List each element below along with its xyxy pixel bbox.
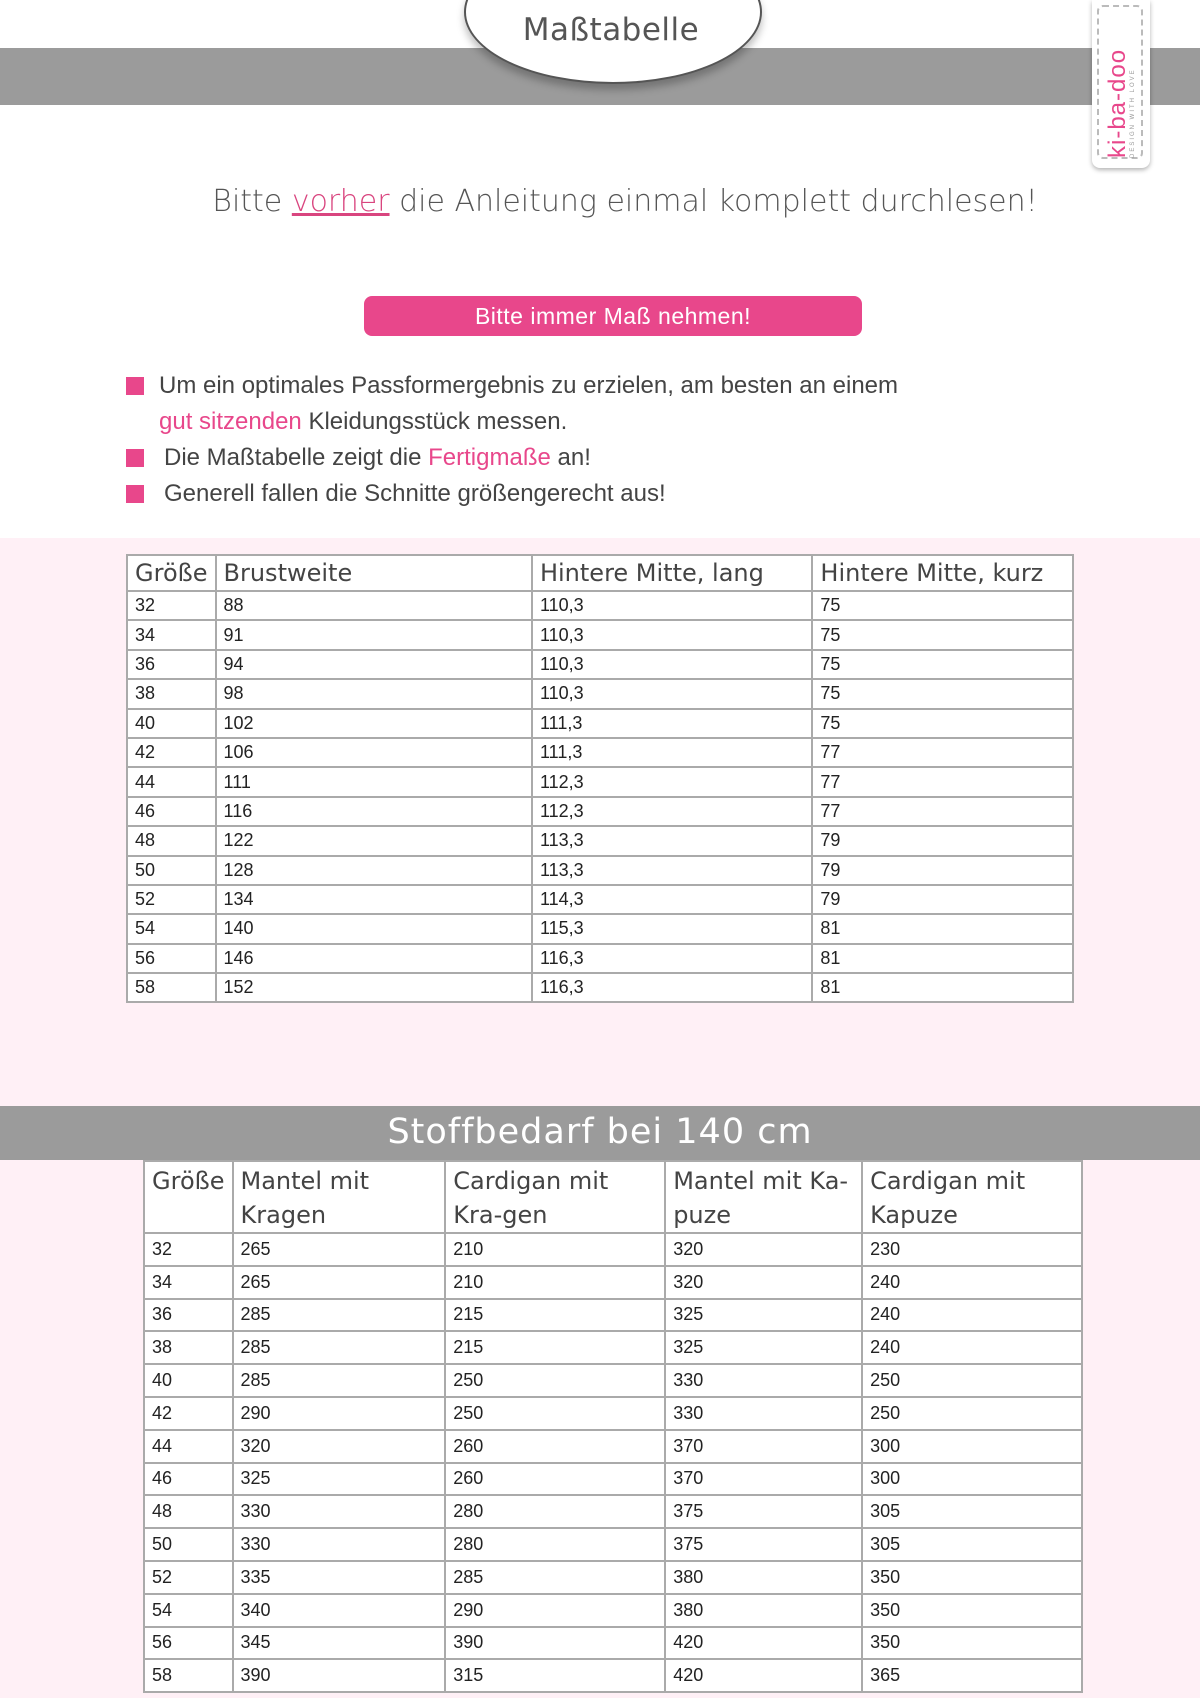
table-cell: 32 <box>144 1233 233 1266</box>
table-row <box>127 914 1073 943</box>
table-cell: 42 <box>144 1397 233 1430</box>
table-cell: 134 <box>216 885 532 914</box>
table-cell: 350 <box>862 1627 1082 1660</box>
table-cell: 280 <box>445 1495 665 1528</box>
column-header: Brustweite <box>216 555 532 591</box>
measure-banner: Bitte immer Maß nehmen! <box>364 296 862 336</box>
table-cell: 390 <box>445 1627 665 1660</box>
table-row <box>127 620 1073 649</box>
table-cell: 58 <box>127 973 216 1002</box>
bullet-highlight: gut sitzenden <box>159 408 302 435</box>
bullet-square-icon <box>126 449 144 467</box>
table-row <box>144 1528 1082 1561</box>
table-row <box>144 1331 1082 1364</box>
table-cell: 315 <box>445 1659 665 1692</box>
bullet-text: Kleidungsstück messen. <box>301 408 568 435</box>
table-row <box>127 767 1073 796</box>
column-header: Mantel mit Kragen <box>233 1161 446 1233</box>
table-cell: 32 <box>127 591 216 620</box>
table-cell: 110,3 <box>532 679 812 708</box>
table-cell: 420 <box>665 1627 862 1660</box>
table-cell: 320 <box>665 1233 862 1266</box>
fabric-section-title: Stoffbedarf bei 140 cm <box>387 1112 813 1152</box>
table-row <box>144 1594 1082 1627</box>
table-cell: 285 <box>445 1561 665 1594</box>
table-cell: 250 <box>445 1397 665 1430</box>
table-cell: 290 <box>445 1594 665 1627</box>
table-cell: 350 <box>862 1561 1082 1594</box>
table-row <box>144 1397 1082 1430</box>
table-cell: 54 <box>144 1594 233 1627</box>
table-cell: 48 <box>144 1495 233 1528</box>
table-cell: 110,3 <box>532 650 812 679</box>
table-cell: 110,3 <box>532 591 812 620</box>
table-cell: 305 <box>862 1528 1082 1561</box>
notice-before: Bitte <box>212 184 283 219</box>
table-cell: 36 <box>144 1299 233 1332</box>
list-item <box>126 476 1086 512</box>
table-row <box>127 885 1073 914</box>
table-cell: 285 <box>233 1364 446 1397</box>
table-cell: 250 <box>862 1397 1082 1430</box>
table-cell: 116,3 <box>532 973 812 1002</box>
table-cell: 375 <box>665 1528 862 1561</box>
table-cell: 265 <box>233 1266 446 1299</box>
logo-tagline: DESIGN WITH LOVE <box>1130 68 1136 158</box>
table-cell: 340 <box>233 1594 446 1627</box>
table-cell: 215 <box>445 1299 665 1332</box>
table-cell: 115,3 <box>532 914 812 943</box>
table-row <box>144 1266 1082 1299</box>
table-row <box>144 1364 1082 1397</box>
tips-list <box>126 368 1086 512</box>
table-cell: 81 <box>812 914 1073 943</box>
table-cell: 40 <box>144 1364 233 1397</box>
table-cell: 215 <box>445 1331 665 1364</box>
table-cell: 77 <box>812 738 1073 767</box>
column-header: Cardigan mit Kra-gen <box>445 1161 665 1233</box>
table-cell: 58 <box>144 1659 233 1692</box>
table-cell: 380 <box>665 1561 862 1594</box>
table-cell: 34 <box>127 620 216 649</box>
table-cell: 116 <box>216 797 532 826</box>
table-cell: 75 <box>812 679 1073 708</box>
table-cell: 305 <box>862 1495 1082 1528</box>
bullet-square-icon <box>126 485 144 503</box>
table-row <box>144 1463 1082 1496</box>
table-cell: 44 <box>144 1430 233 1463</box>
bullet-text: Die Maßtabelle zeigt die <box>164 444 429 471</box>
notice-after: die Anleitung einmal komplett durchlesen! <box>399 184 1038 219</box>
table-header-row <box>144 1161 1082 1233</box>
table-row <box>127 826 1073 855</box>
table-cell: 114,3 <box>532 885 812 914</box>
table-cell: 106 <box>216 738 532 767</box>
table-cell: 48 <box>127 826 216 855</box>
table-cell: 77 <box>812 797 1073 826</box>
table-cell: 111,3 <box>532 738 812 767</box>
table-cell: 38 <box>144 1331 233 1364</box>
table-cell: 52 <box>144 1561 233 1594</box>
table-row <box>144 1495 1082 1528</box>
table-cell: 146 <box>216 944 532 973</box>
bullet-square-icon <box>126 377 144 395</box>
table-row <box>127 650 1073 679</box>
table-cell: 365 <box>862 1659 1082 1692</box>
table-row <box>127 709 1073 738</box>
table-cell: 113,3 <box>532 826 812 855</box>
table-cell: 40 <box>127 709 216 738</box>
bullet-text: Generell fallen die Schnitte größengerecht aus! <box>164 480 666 507</box>
table-cell: 370 <box>665 1463 862 1496</box>
table-row <box>144 1561 1082 1594</box>
table-cell: 42 <box>127 738 216 767</box>
table-cell: 112,3 <box>532 767 812 796</box>
brand-logo <box>1092 0 1150 168</box>
table-cell: 265 <box>233 1233 446 1266</box>
table-cell: 420 <box>665 1659 862 1692</box>
table-cell: 380 <box>665 1594 862 1627</box>
table-row <box>144 1430 1082 1463</box>
table-cell: 79 <box>812 856 1073 885</box>
table-cell: 335 <box>233 1561 446 1594</box>
table-cell: 285 <box>233 1299 446 1332</box>
table-cell: 111 <box>216 767 532 796</box>
table-cell: 56 <box>127 944 216 973</box>
table-cell: 240 <box>862 1331 1082 1364</box>
table-cell: 122 <box>216 826 532 855</box>
column-header: Größe <box>144 1161 233 1233</box>
table-cell: 75 <box>812 650 1073 679</box>
table-cell: 240 <box>862 1299 1082 1332</box>
size-table <box>126 554 1074 1003</box>
table-row <box>127 797 1073 826</box>
table-cell: 75 <box>812 709 1073 738</box>
table-cell: 56 <box>144 1627 233 1660</box>
table-cell: 210 <box>445 1266 665 1299</box>
column-header: Mantel mit Ka-puze <box>665 1161 862 1233</box>
table-cell: 330 <box>665 1364 862 1397</box>
bullet-text: an! <box>550 444 591 471</box>
table-cell: 280 <box>445 1528 665 1561</box>
table-cell: 81 <box>812 973 1073 1002</box>
table-cell: 390 <box>233 1659 446 1692</box>
table-cell: 88 <box>216 591 532 620</box>
table-cell: 300 <box>862 1430 1082 1463</box>
list-item <box>126 368 1086 404</box>
table-cell: 250 <box>862 1364 1082 1397</box>
table-cell: 325 <box>665 1299 862 1332</box>
table-cell: 152 <box>216 973 532 1002</box>
table-cell: 140 <box>216 914 532 943</box>
table-cell: 75 <box>812 620 1073 649</box>
table-cell: 79 <box>812 826 1073 855</box>
table-row <box>127 973 1073 1002</box>
table-row <box>144 1299 1082 1332</box>
table-cell: 98 <box>216 679 532 708</box>
table-cell: 91 <box>216 620 532 649</box>
table-cell: 330 <box>665 1397 862 1430</box>
table-cell: 54 <box>127 914 216 943</box>
list-item <box>126 440 1086 476</box>
table-cell: 112,3 <box>532 797 812 826</box>
page-title: Maßtabelle <box>522 12 700 48</box>
table-cell: 285 <box>233 1331 446 1364</box>
fabric-table <box>143 1160 1083 1693</box>
table-cell: 46 <box>144 1463 233 1496</box>
table-cell: 116,3 <box>532 944 812 973</box>
table-cell: 110,3 <box>532 620 812 649</box>
table-cell: 320 <box>233 1430 446 1463</box>
table-cell: 50 <box>144 1528 233 1561</box>
table-cell: 79 <box>812 885 1073 914</box>
table-cell: 36 <box>127 650 216 679</box>
bullet-highlight: Fertigmaße <box>428 444 551 471</box>
table-cell: 81 <box>812 944 1073 973</box>
table-cell: 375 <box>665 1495 862 1528</box>
table-cell: 350 <box>862 1594 1082 1627</box>
column-header: Hintere Mitte, lang <box>532 555 812 591</box>
table-cell: 34 <box>144 1266 233 1299</box>
table-cell: 230 <box>862 1233 1082 1266</box>
table-cell: 75 <box>812 591 1073 620</box>
read-instructions-notice <box>0 184 1200 219</box>
table-row <box>144 1627 1082 1660</box>
table-cell: 44 <box>127 767 216 796</box>
column-header: Cardigan mit Kapuze <box>862 1161 1082 1233</box>
table-cell: 325 <box>665 1331 862 1364</box>
table-cell: 345 <box>233 1627 446 1660</box>
table-cell: 250 <box>445 1364 665 1397</box>
table-cell: 102 <box>216 709 532 738</box>
table-cell: 260 <box>445 1463 665 1496</box>
table-cell: 46 <box>127 797 216 826</box>
table-cell: 260 <box>445 1430 665 1463</box>
table-cell: 50 <box>127 856 216 885</box>
table-row <box>127 679 1073 708</box>
table-cell: 300 <box>862 1463 1082 1496</box>
table-cell: 111,3 <box>532 709 812 738</box>
table-cell: 370 <box>665 1430 862 1463</box>
table-row <box>144 1233 1082 1266</box>
table-cell: 94 <box>216 650 532 679</box>
table-cell: 210 <box>445 1233 665 1266</box>
notice-highlight: vorher <box>291 184 390 219</box>
table-cell: 52 <box>127 885 216 914</box>
table-cell: 325 <box>233 1463 446 1496</box>
table-row <box>127 944 1073 973</box>
table-cell: 290 <box>233 1397 446 1430</box>
column-header: Hintere Mitte, kurz <box>812 555 1073 591</box>
table-cell: 77 <box>812 767 1073 796</box>
table-cell: 330 <box>233 1528 446 1561</box>
table-row <box>144 1659 1082 1692</box>
table-cell: 320 <box>665 1266 862 1299</box>
table-row <box>127 738 1073 767</box>
table-cell: 113,3 <box>532 856 812 885</box>
bullet-text: Um ein optimales Passformergebnis zu erzielen, am besten an einem <box>159 372 899 399</box>
column-header: Größe <box>127 555 216 591</box>
table-cell: 330 <box>233 1495 446 1528</box>
table-cell: 240 <box>862 1266 1082 1299</box>
table-row <box>127 856 1073 885</box>
list-item-continuation <box>126 404 1086 440</box>
logo-text: ki-ba-doo <box>1104 48 1131 158</box>
table-row <box>127 591 1073 620</box>
table-cell: 128 <box>216 856 532 885</box>
table-header-row <box>127 555 1073 591</box>
table-cell: 38 <box>127 679 216 708</box>
